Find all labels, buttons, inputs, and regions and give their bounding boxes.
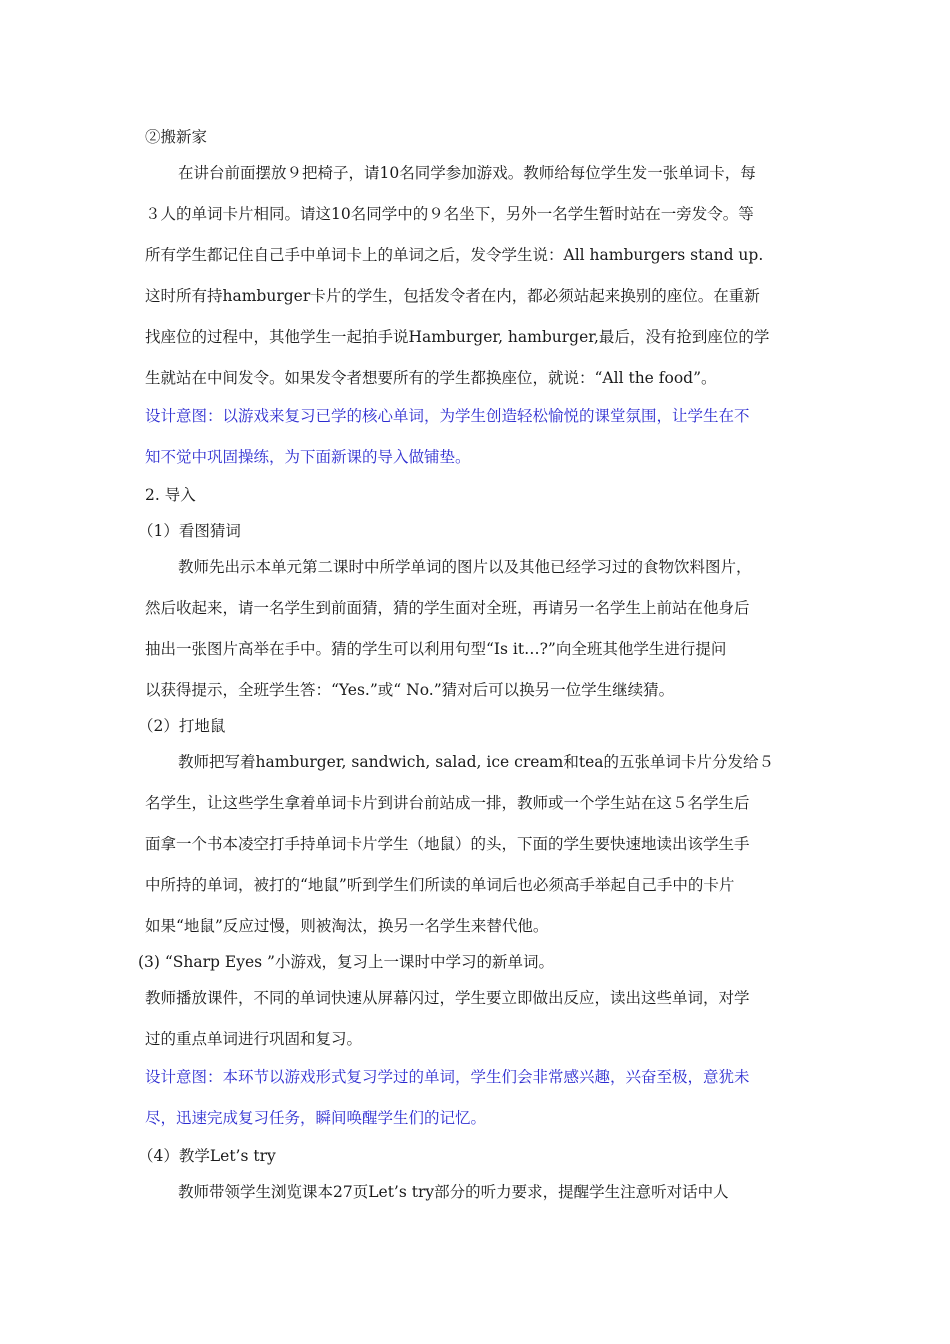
paragraph-line: 然后收起来，请一名学生到前面猜，猜的学生面对全班，再请另一名学生上前站在他身后 <box>145 599 750 617</box>
design-intent-line: 尽，迅速完成复习任务，瞬间唤醒学生们的记忆。 <box>145 1109 487 1127</box>
paragraph-line: 过的重点单词进行巩固和复习。 <box>145 1030 363 1048</box>
paragraph-line: 教师播放课件，不同的单词快速从屏幕闪过，学生要立即做出反应，读出这些单词，对学 <box>145 989 750 1007</box>
subsection-title-lets-try: （4）教学Let’s try <box>138 1147 276 1165</box>
section-heading-intro: 2. 导入 <box>145 486 196 504</box>
paragraph-line: ３人的单词卡片相同。请这10名同学中的９名坐下，另外一名学生暂时站在一旁发令。等 <box>145 205 754 223</box>
section-heading-move-house: ②搬新家 <box>145 128 208 146</box>
paragraph-line: 教师先出示本单元第二课时中所学单词的图片以及其他已经学习过的食物饮料图片， <box>178 558 752 576</box>
subsection-title-guess-word: （1）看图猜词 <box>138 522 241 540</box>
paragraph-line: 抽出一张图片高举在手中。猜的学生可以利用句型“Is it…?”向全班其他学生进行提问 <box>145 640 727 658</box>
paragraph-line: 生就站在中间发令。如果发令者想要所有的学生都换座位，就说：“All the food”。 <box>145 369 717 387</box>
design-intent-line: 设计意图：本环节以游戏形式复习学过的单词，学生们会非常感兴趣，兴奋至极，意犹未 <box>145 1068 750 1086</box>
paragraph-line: 教师把写着hamburger, sandwich, salad, ice cream和tea的五张单词卡片分发给５ <box>178 753 774 771</box>
design-intent-line: 设计意图：以游戏来复习已学的核心单词，为学生创造轻松愉悦的课堂氛围，让学生在不 <box>145 407 750 425</box>
paragraph-line: 面拿一个书本凌空打手持单词卡片学生（地鼠）的头，下面的学生要快速地读出该学生手 <box>145 835 750 853</box>
paragraph-line: 所有学生都记住自己手中单词卡上的单词之后，发令学生说：All hamburgers stand up. <box>145 246 764 264</box>
paragraph-line: 如果“地鼠”反应过慢，则被淘汰，换另一名学生来替代他。 <box>145 917 549 935</box>
paragraph-line: 名学生，让这些学生拿着单词卡片到讲台前站成一排，教师或一个学生站在这５名学生后 <box>145 794 750 812</box>
paragraph-line: 以获得提示，全班学生答：“Yes.”或“ No.”猜对后可以换另一位学生继续猜。 <box>145 681 675 699</box>
paragraph-line: 在讲台前面摆放９把椅子，请10名同学参加游戏。教师给每位学生发一张单词卡，每 <box>178 164 756 182</box>
paragraph-line: 找座位的过程中，其他学生一起拍手说Hamburger, hamburger,最后，没有抢到座位的学 <box>145 328 770 346</box>
paragraph-line: 中所持的单词，被打的“地鼠”听到学生们所读的单词后也必须高手举起自己手中的卡片 <box>145 876 735 894</box>
design-intent-line: 知不觉中巩固操练，为下面新课的导入做铺垫。 <box>145 448 471 466</box>
subsection-title-sharp-eyes: (3) “Sharp Eyes ”小游戏，复习上一课时中学习的新单词。 <box>138 953 554 971</box>
subsection-title-whack-mole: （2）打地鼠 <box>138 717 226 735</box>
paragraph-line: 教师带领学生浏览课本27页Let’s try部分的听力要求，提醒学生注意听对话中人 <box>178 1183 729 1201</box>
paragraph-line: 这时所有持hamburger卡片的学生，包括发令者在内，都必须站起来换别的座位。在重新 <box>145 287 760 305</box>
